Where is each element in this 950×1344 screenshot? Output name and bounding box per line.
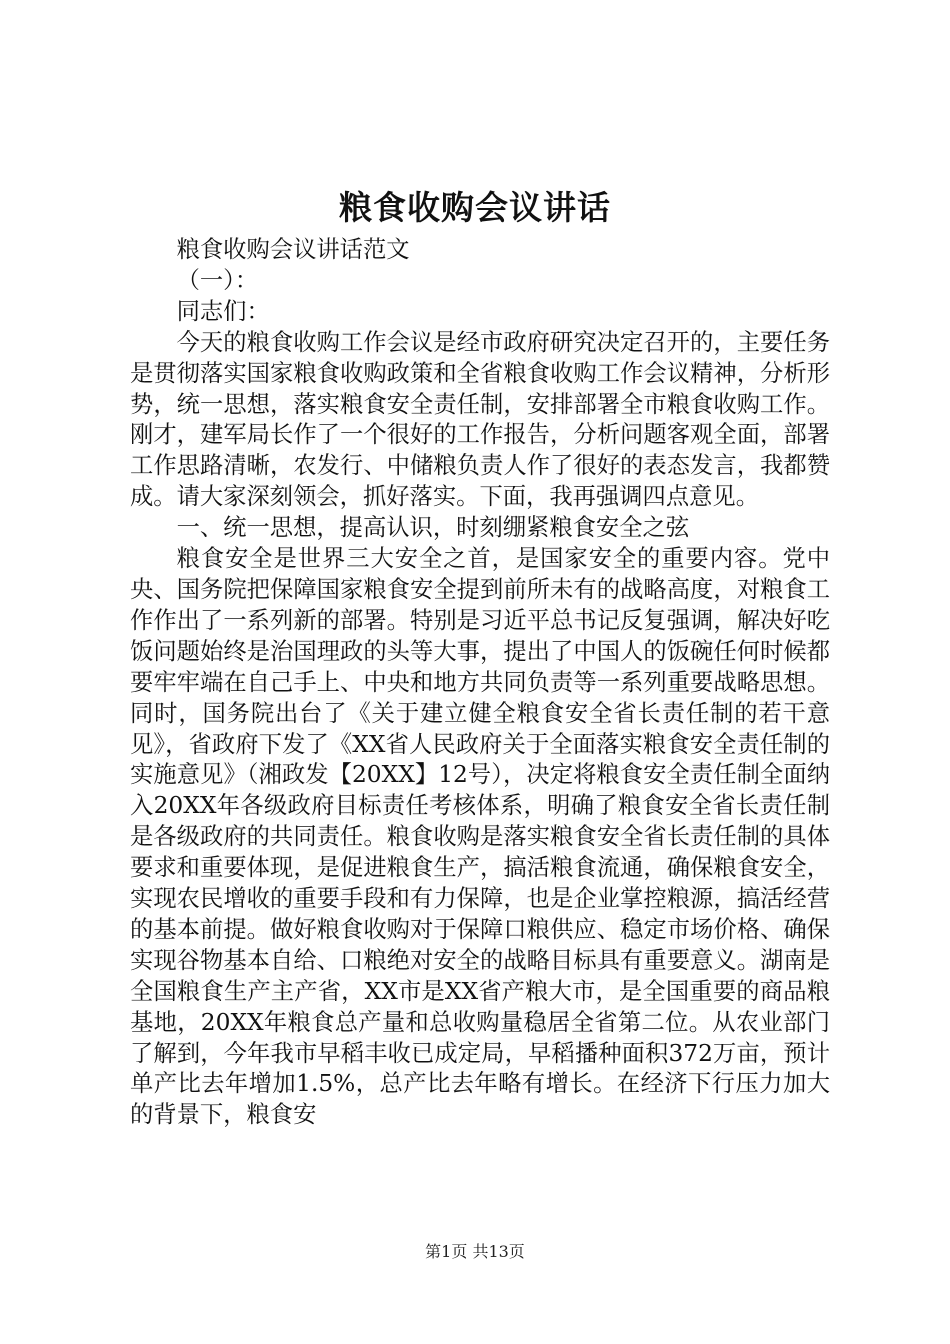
- paragraph-subtitle: 粮食收购会议讲话范文: [176, 236, 410, 263]
- paragraph-salutation: 同志们：: [176, 297, 270, 325]
- document-title: 粮食收购会议讲话: [339, 188, 611, 227]
- paragraph-heading-one: 一、统一思想，提高认识，时刻绷紧粮食安全之弦: [176, 514, 690, 542]
- paragraph-body: 粮食安全是世界三大安全之首，是国家安全的重要内容。党中央、国务院把保障国家粮食安全提到前所未有的战略高度，对粮食工作作出了一系列新的部署。特别是习近平总书记反复强调，解决好吃饭问题始终是治国理政的头等大事，提出了中国人的饭碗任何时候都要牢牢端在自己手上、中央和地方共同负责等一系列重要战略思想。同时，国务院出台了《关于建立健全粮食安全省长责任制的若干意见》，省政府下发了《XX省人民政府关于全面落实粮食安全责任制的实施意见》（湘政发【20XX】12号），决定将粮食安全责任制全面纳入20XX年各级政府目标责任考核体系，明确了粮食安全省长责任制是各级政府的共同责任。粮食收购是落实粮食安全省长责任制的具体要求和重要体现，是促进粮食生产，搞活粮食流通，确保粮食安全，实现农民增收的重要手段和有力保障，也是企业掌控粮源，搞活经营的基本前提。做好粮食收购对于保障口粮供应、稳定市场价格、确保实现谷物基本自给、口粮绝对安全的战略目标具有重要意义。湖南是全国粮食生产主产省，XX市是XX省产粮大市，是全国重要的商品粮基地，20XX年粮食总产量和总收购量稳居全省第二位。从农业部门了解到，今年我市早稻丰收已成定局，早稻播种面积372万亩，预计单产比去年增加1.5%，总产比去年略有增长。在经济下行压力加大的背景下，粮食安: [130, 545, 830, 1129]
- paragraph-section-number: （一）：: [176, 266, 259, 294]
- page-number-footer: 第1页 共13页: [425, 1242, 525, 1261]
- document-body: [130, 235, 830, 1131]
- paragraph-intro: 今天的粮食收购工作会议是经市政府研究决定召开的，主要任务是贯彻落实国家粮食收购政策和全省粮食收购工作会议精神，分析形势，统一思想，落实粮食安全责任制，安排部署全市粮食收购工作。刚才，建军局长作了一个很好的工作报告，分析问题客观全面，部署工作思路清晰，农发行、中储粮负责人作了很好的表态发言，我都赞成。请大家深刻领会，抓好落实。下面，我再强调四点意见。: [130, 328, 830, 511]
